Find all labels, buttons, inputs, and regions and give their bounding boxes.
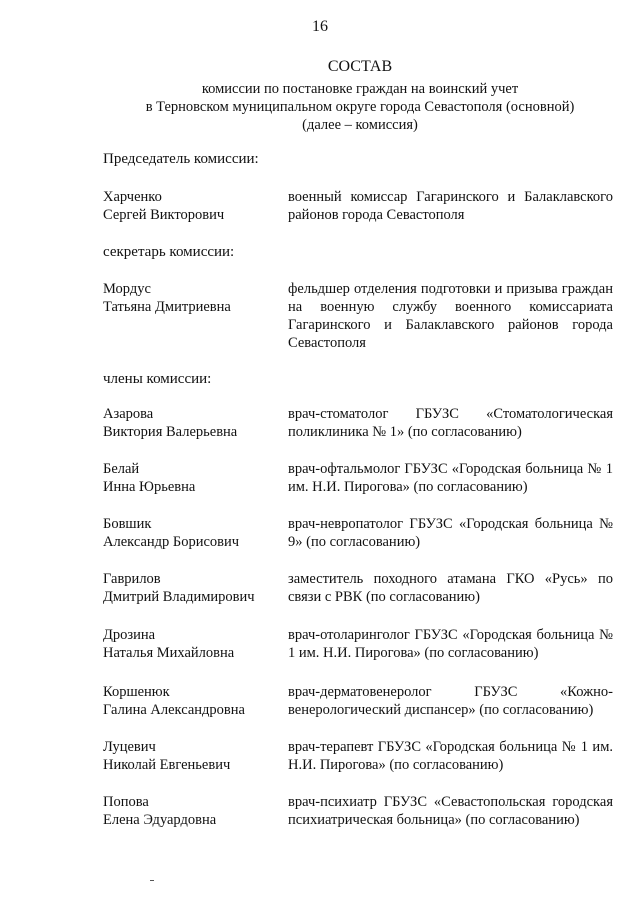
heading-line-2: в Терновском муниципальном округе города Севастополя (основной) (145, 99, 575, 115)
secretary-name (103, 280, 283, 316)
member-given-name: Елена Эдуардовна (103, 812, 217, 828)
member-given-name: Николай Евгеньевич (103, 757, 231, 773)
member-surname: Попова (103, 794, 149, 810)
member-name (103, 515, 283, 551)
member-surname: Азарова (103, 406, 154, 422)
member-name (103, 405, 283, 441)
secretary-label: секретарь комиссии: (103, 244, 235, 260)
member-surname: Бовшик (103, 516, 152, 532)
member-role: врач-невропатолог ГБУЗС «Городская больница № 9» (по согласованию) (288, 516, 613, 550)
member-role: врач-дерматовенеролог ГБУЗС «Кожно-венерологический диспансер» (по согласованию) (288, 684, 613, 718)
chairman-name (103, 188, 283, 224)
chairman-label: Председатель комиссии: (103, 151, 259, 167)
member-role: врач-терапевт ГБУЗС «Городская больница № 1 им. Н.И. Пирогова» (по согласованию) (288, 739, 613, 773)
member-given-name: Галина Александровна (103, 702, 245, 718)
heading-line-1: комиссии по постановке граждан на воинский учет (201, 81, 519, 97)
page-number: 16 (312, 18, 328, 35)
member-given-name: Инна Юрьевна (103, 479, 196, 495)
member-role: врач-отоларинголог ГБУЗС «Городская больница № 1 им. Н.И. Пирогова» (по согласованию) (288, 627, 613, 661)
member-name (103, 626, 283, 662)
member-name (103, 460, 283, 496)
member-name (103, 570, 283, 606)
chairman-given-name: Сергей Викторович (103, 207, 225, 223)
members-label: члены комиссии: (103, 371, 212, 387)
member-name (103, 793, 283, 829)
scan-mark (150, 880, 154, 881)
chairman-surname: Харченко (103, 189, 162, 205)
member-surname: Луцевич (103, 739, 156, 755)
member-name (103, 683, 283, 719)
secretary-surname: Мордус (103, 281, 151, 297)
document-title: СОСТАВ (327, 58, 393, 75)
member-name (103, 738, 283, 774)
member-role: врач-стоматолог ГБУЗС «Стоматологическая поликлиника № 1» (по согласованию) (288, 406, 613, 440)
member-surname: Белай (103, 461, 140, 477)
heading-line-3: (далее – комиссия) (302, 117, 418, 133)
document-heading (60, 58, 640, 134)
secretary-role: фельдшер отделения подготовки и призыва граждан на военную службу военного комиссариата Гагаринского и Балаклавского районов города Севастополя (288, 281, 613, 351)
secretary-given-name: Татьяна Дмитриевна (103, 299, 231, 315)
member-given-name: Дмитрий Владимирович (103, 589, 255, 605)
member-surname: Коршенюк (103, 684, 170, 700)
member-role: заместитель походного атамана ГКО «Русь» по связи с РВК (по согласованию) (288, 571, 613, 605)
member-given-name: Александр Борисович (103, 534, 240, 550)
member-surname: Гаврилов (103, 571, 161, 587)
member-given-name: Наталья Михайловна (103, 645, 235, 661)
member-surname: Дрозина (103, 627, 156, 643)
member-role: врач-офтальмолог ГБУЗС «Городская больница № 1 им. Н.И. Пирогова» (по согласованию) (288, 461, 613, 495)
member-given-name: Виктория Валерьевна (103, 424, 238, 440)
chairman-role: военный комиссар Гагаринского и Балаклавского районов города Севастополя (288, 189, 613, 223)
member-role: врач-психиатр ГБУЗС «Севастопольская городская психиатрическая больница» (по согласованию) (288, 794, 613, 828)
